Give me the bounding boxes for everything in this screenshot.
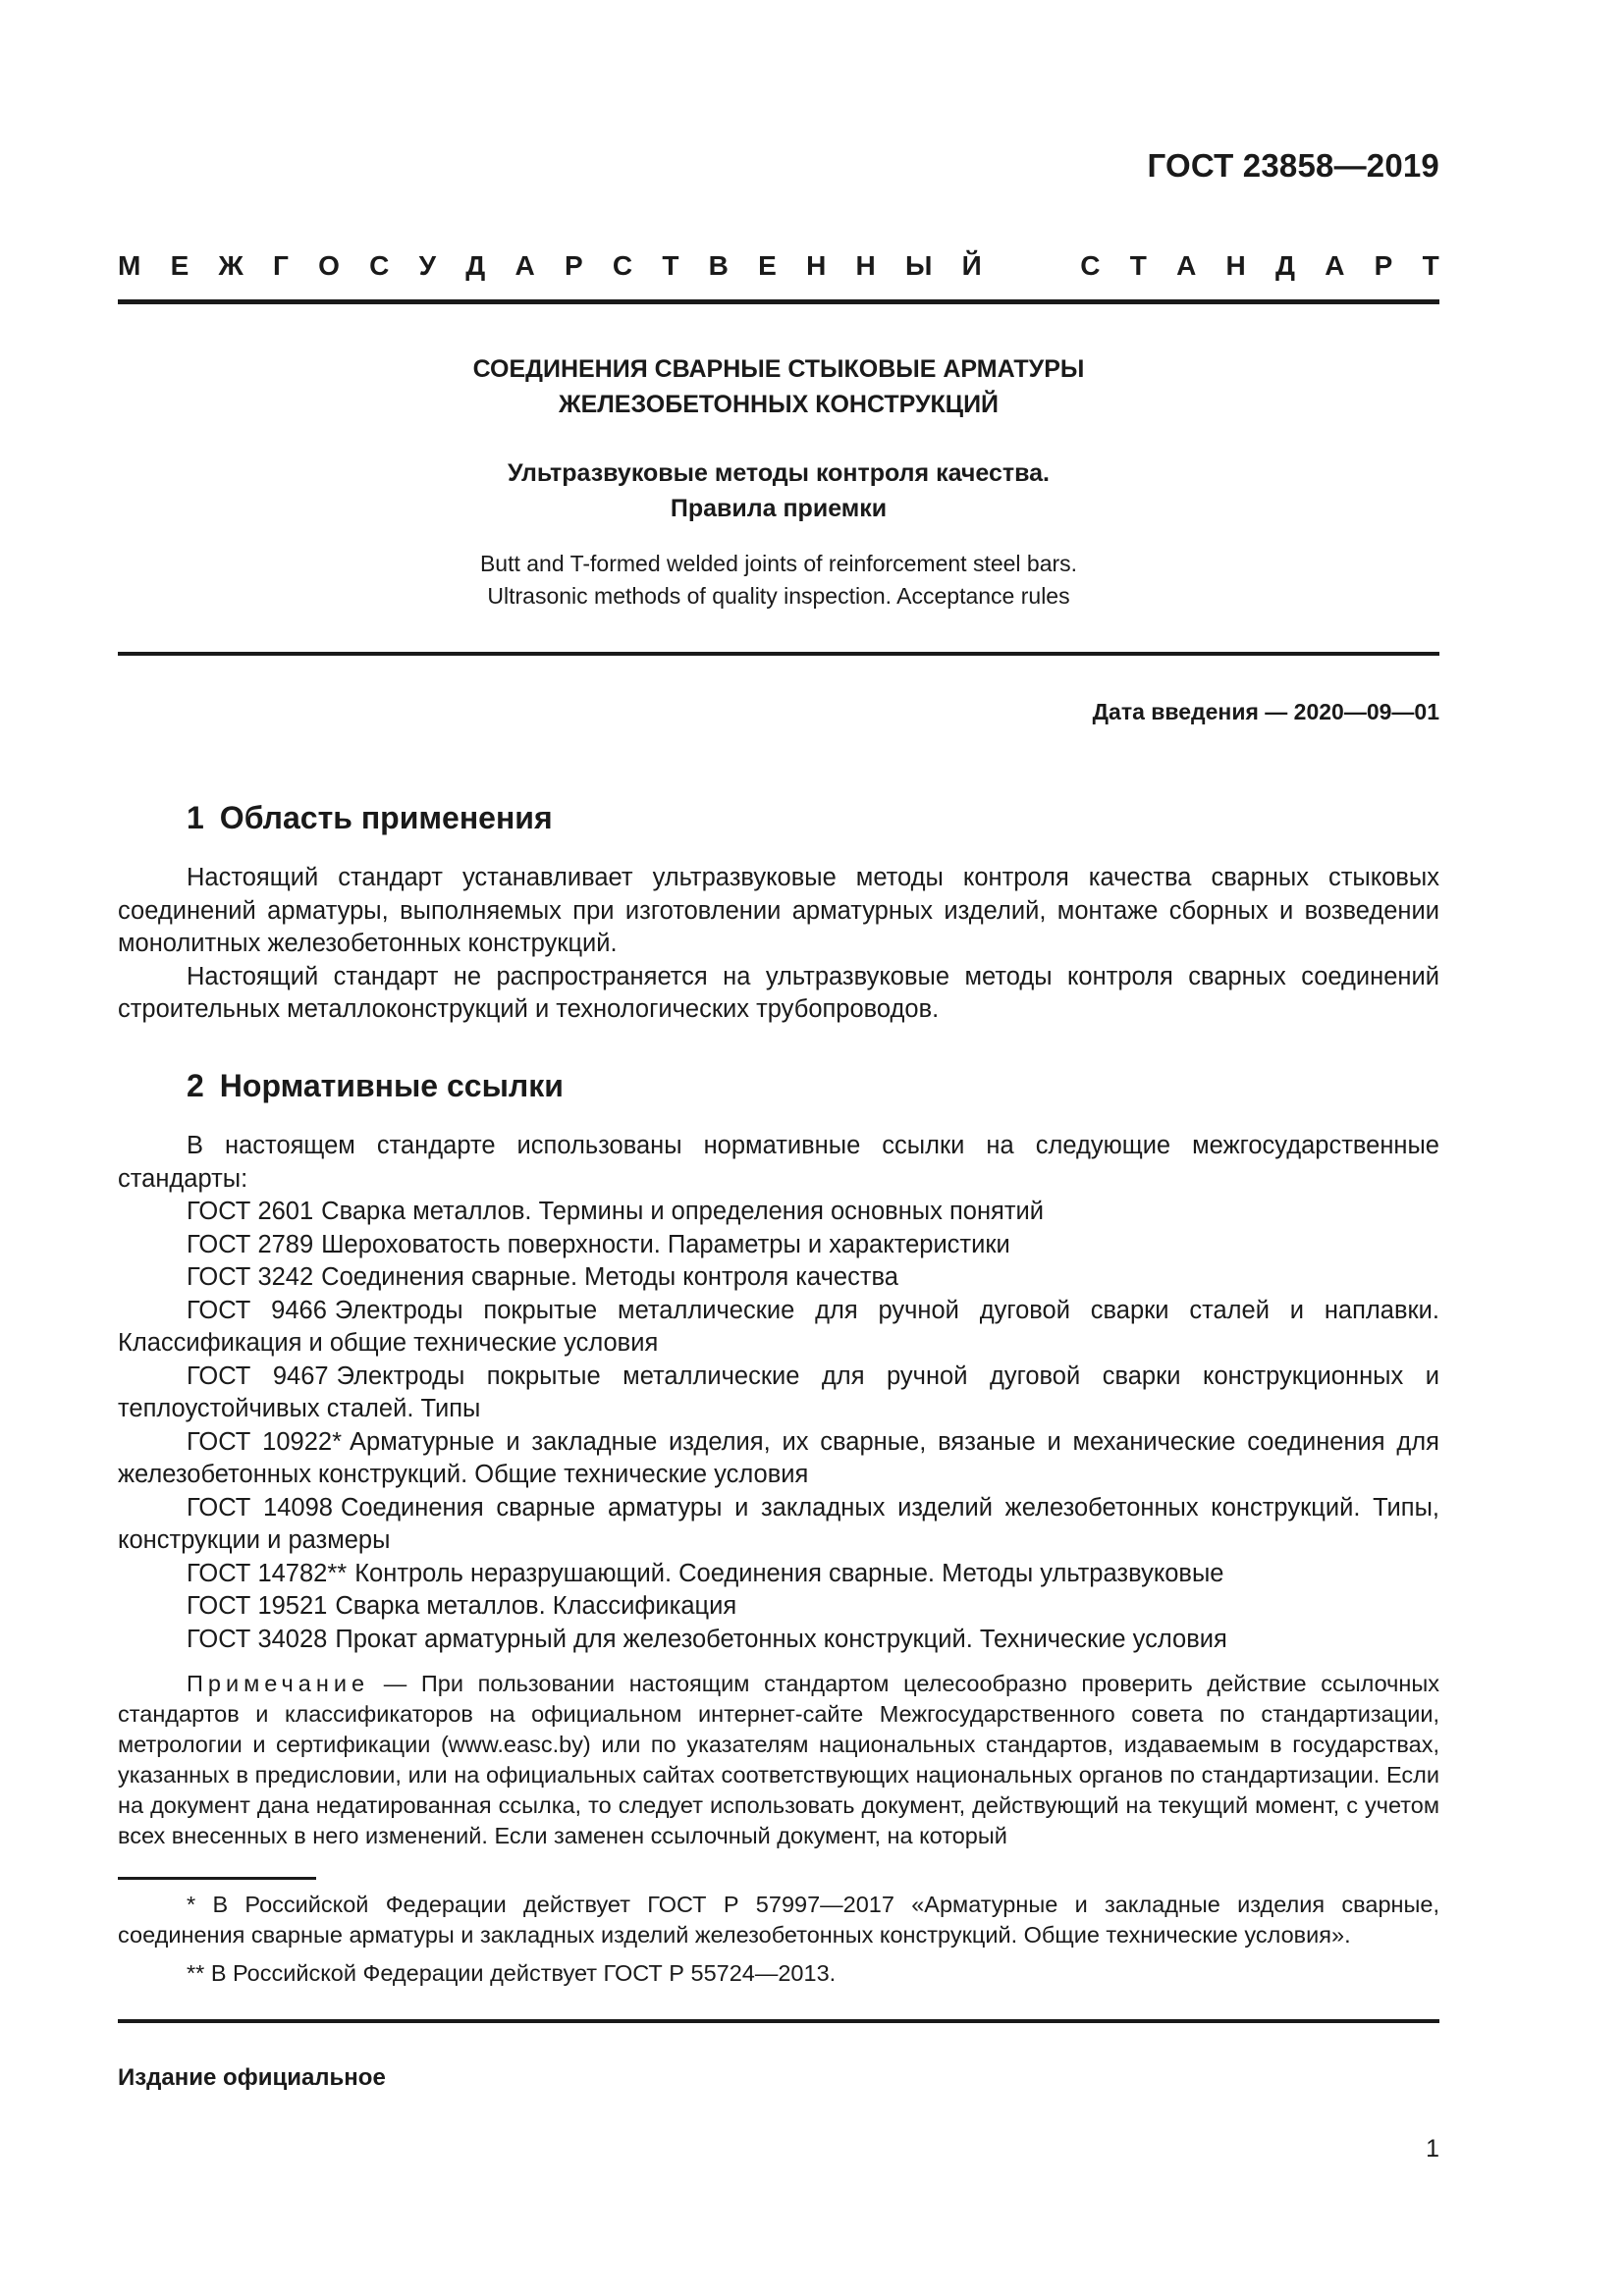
title-ru-line-1: СОЕДИНЕНИЯ СВАРНЫЕ СТЫКОВЫЕ АРМАТУРЫ <box>472 355 1085 383</box>
document-title-ru <box>118 351 1439 422</box>
section-2-heading <box>187 1068 564 1104</box>
banner-letter: У <box>418 250 437 281</box>
banner-letter: Т <box>1129 250 1147 281</box>
normative-reference <box>118 1229 1439 1262</box>
banner-gap <box>1011 250 1051 282</box>
reference-title: Сварка металлов. Термины и определения основных понятий <box>321 1198 1045 1225</box>
banner-letter: М <box>118 250 141 281</box>
normative-reference <box>118 1590 1439 1624</box>
header-rule <box>118 299 1439 304</box>
note-label: Примечание <box>187 1671 370 1696</box>
banner-letter: Н <box>855 250 876 281</box>
title-ru-line-2: ЖЕЛЕЗОБЕТОННЫХ КОНСТРУКЦИЙ <box>558 391 1000 418</box>
note-block <box>118 1669 1439 1851</box>
banner-letter: А <box>1325 250 1345 281</box>
page-number: 1 <box>1426 2135 1439 2163</box>
reference-code: ГОСТ 14782** <box>187 1559 348 1587</box>
reference-title: Шероховатость поверхности. Параметры и характеристики <box>321 1230 1010 1258</box>
banner-letter: А <box>1176 250 1197 281</box>
title-rule <box>118 652 1439 656</box>
reference-code: ГОСТ 2601 <box>187 1198 314 1225</box>
reference-code: ГОСТ 3242 <box>187 1263 314 1291</box>
banner-letter: Т <box>662 250 679 281</box>
introduction-date: Дата введения — 2020—09—01 <box>1092 699 1439 724</box>
reference-code: ГОСТ 9467 <box>187 1362 329 1390</box>
normative-reference <box>118 1295 1439 1361</box>
banner-letter: О <box>318 250 340 281</box>
banner-letter: Д <box>465 250 486 281</box>
footnote: ** В Российской Федерации действует ГОСТ Р 55724—2013. <box>187 1960 837 1986</box>
normative-reference <box>118 1624 1439 1657</box>
section-2-intro: В настоящем стандарте использованы нормативные ссылки на следующие межгосударственные стандарты: <box>118 1132 1439 1193</box>
reference-code: ГОСТ 19521 <box>187 1592 328 1620</box>
normative-reference <box>118 1196 1439 1229</box>
section-1-body <box>118 862 1439 1027</box>
reference-title: Соединения сварные. Методы контроля качества <box>321 1263 898 1291</box>
title-en-line-2: Ultrasonic methods of quality inspection. Acceptance rules <box>487 583 1070 609</box>
banner-letter: В <box>708 250 729 281</box>
banner-letter: А <box>514 250 535 281</box>
document-subtitle-ru <box>118 455 1439 526</box>
reference-title: Контроль неразрушающий. Соединения сварные. Методы ультразвуковые <box>354 1559 1224 1587</box>
banner-letter: Ж <box>218 250 244 281</box>
subtitle-ru-line-1: Ультразвуковые методы контроля качества. <box>508 459 1050 487</box>
official-edition-label: Издание официальное <box>118 2064 386 2091</box>
reference-title: Арматурные и закладные изделия, их сварные, вязаные и механические соединения для железобетонных конструкций. Общие технические условия <box>118 1427 1439 1488</box>
banner-letter: Е <box>170 250 189 281</box>
section-2-number: 2 <box>187 1068 204 1103</box>
footnotes <box>118 1890 1439 1997</box>
reference-code: ГОСТ 10922* <box>187 1427 342 1456</box>
banner-letter: Й <box>961 250 982 281</box>
reference-code: ГОСТ 14098 <box>187 1493 333 1522</box>
section-1-title: Область применения <box>219 800 553 835</box>
banner-letter: С <box>369 250 390 281</box>
normative-reference <box>118 1492 1439 1558</box>
document-title-en <box>118 548 1439 613</box>
banner-letter: Н <box>1225 250 1246 281</box>
banner-letter: Т <box>1422 250 1439 281</box>
section-2-title: Нормативные ссылки <box>219 1068 564 1103</box>
reference-code: ГОСТ 9466 <box>187 1296 327 1324</box>
banner-letter: Ы <box>905 250 933 281</box>
banner-letter: С <box>612 250 633 281</box>
normative-reference <box>118 1361 1439 1426</box>
section-1-paragraph: Настоящий стандарт не распространяется на ультразвуковые методы контроля сварных соединений строительных металлоконструкций и технологических трубопроводов. <box>118 962 1439 1023</box>
banner-letter: Д <box>1275 250 1295 281</box>
subtitle-ru-line-2: Правила приемки <box>670 495 888 522</box>
banner-letter: Р <box>564 250 583 281</box>
reference-title: Сварка металлов. Классификация <box>335 1592 737 1620</box>
banner-letter: Р <box>1374 250 1393 281</box>
section-1-number: 1 <box>187 800 204 835</box>
note-text: — При пользовании настоящим стандартом целесообразно проверить действие ссылочных стандартов и классификаторов на официальном интернет-сайте Межгосударственного совета по стандартизации, метрологии и сертификации (www.easc.by) или по указателям национальных стандартов, издаваемым в государствах, указанных в предисловии, или на официальных сайтах соответствующих национальных органов по стандартизации. Если на документ дана недатированная ссылка, то следует использовать документ, действующий на текущий момент, с учетом всех внесенных в него изменений. Если заменен ссылочный документ, на который <box>118 1671 1439 1848</box>
normative-reference <box>118 1558 1439 1591</box>
banner-letter: Г <box>273 250 289 281</box>
footnote-rule <box>118 1877 316 1880</box>
banner-letter: С <box>1080 250 1101 281</box>
reference-title: Соединения сварные арматуры и закладных изделий железобетонных конструкций. Типы, конструкции и размеры <box>118 1493 1439 1554</box>
interstate-standard-banner <box>118 250 1439 282</box>
reference-title: Электроды покрытые металлические для ручной дуговой сварки сталей и наплавки. Классификация и общие технические условия <box>118 1296 1440 1357</box>
reference-code: ГОСТ 34028 <box>187 1625 328 1653</box>
reference-title: Прокат арматурный для железобетонных конструкций. Технические условия <box>335 1625 1227 1653</box>
footnote: * В Российской Федерации действует ГОСТ Р 57997—2017 «Арматурные и закладные изделия сварные, соединения сварные арматуры и закладных изделий железобетонных конструкций. Общие технические условия». <box>118 1892 1439 1948</box>
document-number: ГОСТ 23858—2019 <box>1147 147 1439 184</box>
normative-reference <box>118 1261 1439 1295</box>
reference-title: Электроды покрытые металлические для ручной дуговой сварки конструкционных и теплоустойчивых сталей. Типы <box>118 1362 1439 1422</box>
banner-letter: Е <box>758 250 777 281</box>
section-1-paragraph: Настоящий стандарт устанавливает ультразвуковые методы контроля качества сварных стыковых соединений арматуры, выполняемых при изготовлении арматурных изделий, монтаже сборных и возведении монолитных железобетонных конструкций. <box>118 864 1439 957</box>
section-1-heading <box>187 800 553 836</box>
title-en-line-1: Butt and T-formed welded joints of reinforcement steel bars. <box>479 551 1078 576</box>
reference-code: ГОСТ 2789 <box>187 1230 314 1258</box>
normative-reference <box>118 1426 1439 1492</box>
footer-rule <box>118 2019 1439 2023</box>
banner-letter: Н <box>806 250 827 281</box>
section-2-body <box>118 1130 1439 1656</box>
